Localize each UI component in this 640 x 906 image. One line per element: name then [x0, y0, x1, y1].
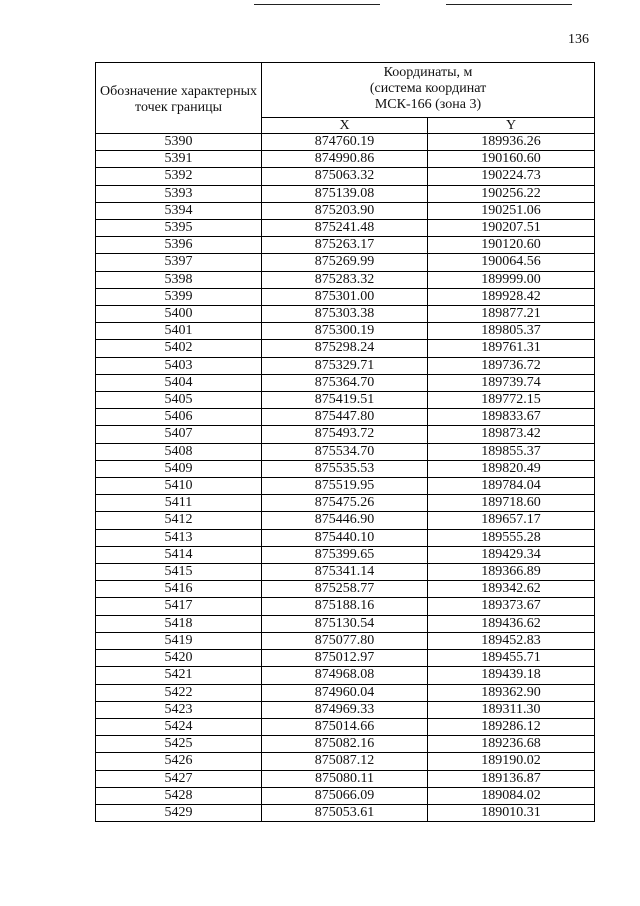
x-coordinate-cell: 875258.77	[262, 581, 428, 598]
y-coordinate-cell: 189084.02	[428, 787, 595, 804]
x-coordinate-cell: 875475.26	[262, 495, 428, 512]
point-id-cell: 5409	[96, 460, 262, 477]
table-row	[96, 684, 595, 701]
point-id-cell: 5408	[96, 443, 262, 460]
table-row	[96, 202, 595, 219]
top-rule-left	[254, 4, 380, 5]
top-rule-right	[446, 4, 572, 5]
x-coordinate-cell: 875066.09	[262, 787, 428, 804]
table-row	[96, 478, 595, 495]
y-coordinate-cell: 189877.21	[428, 306, 595, 323]
x-coordinate-cell: 875014.66	[262, 718, 428, 735]
y-coordinate-cell: 189772.15	[428, 392, 595, 409]
y-coordinate-cell: 189555.28	[428, 529, 595, 546]
x-coordinate-cell: 875303.38	[262, 306, 428, 323]
y-coordinate-cell: 189286.12	[428, 718, 595, 735]
point-id-cell: 5421	[96, 667, 262, 684]
table-row	[96, 392, 595, 409]
point-id-cell: 5405	[96, 392, 262, 409]
x-coordinate-cell: 875329.71	[262, 357, 428, 374]
table-row	[96, 546, 595, 563]
point-id-cell: 5420	[96, 650, 262, 667]
table-row	[96, 409, 595, 426]
table-row	[96, 615, 595, 632]
table-row	[96, 667, 595, 684]
point-id-cell: 5397	[96, 254, 262, 271]
y-coordinate-cell: 189136.87	[428, 770, 595, 787]
x-coordinate-cell: 875446.90	[262, 512, 428, 529]
y-coordinate-cell: 189429.34	[428, 546, 595, 563]
y-coordinate-cell: 190064.56	[428, 254, 595, 271]
point-id-cell: 5426	[96, 753, 262, 770]
y-coordinate-cell: 189855.37	[428, 443, 595, 460]
coordinates-header-line3: МСК-166 (зона 3)	[374, 97, 482, 112]
x-coordinate-cell: 874960.04	[262, 684, 428, 701]
y-coordinate-cell: 189190.02	[428, 753, 595, 770]
point-id-cell: 5419	[96, 632, 262, 649]
y-coordinate-cell: 189311.30	[428, 701, 595, 718]
table-row	[96, 306, 595, 323]
y-coordinate-cell: 189936.26	[428, 134, 595, 151]
x-coordinate-cell: 875077.80	[262, 632, 428, 649]
point-designation-header: Обозначение характерных точек границы	[96, 63, 262, 134]
table-row	[96, 254, 595, 271]
x-coordinate-cell: 875087.12	[262, 753, 428, 770]
table-row	[96, 374, 595, 391]
table-row	[96, 804, 595, 821]
table-row	[96, 323, 595, 340]
x-coordinate-cell: 875440.10	[262, 529, 428, 546]
y-coordinate-cell: 189373.67	[428, 598, 595, 615]
point-id-cell: 5399	[96, 288, 262, 305]
y-coordinate-cell: 189736.72	[428, 357, 595, 374]
point-id-cell: 5414	[96, 546, 262, 563]
x-coordinate-cell: 875341.14	[262, 564, 428, 581]
y-coordinate-cell: 189455.71	[428, 650, 595, 667]
coordinates-header	[262, 63, 595, 118]
x-coordinate-cell: 875130.54	[262, 615, 428, 632]
point-id-cell: 5394	[96, 202, 262, 219]
page-number: 136	[568, 32, 589, 47]
point-id-cell: 5427	[96, 770, 262, 787]
y-coordinate-cell: 190251.06	[428, 202, 595, 219]
coordinates-header-line1: Координаты, м	[383, 65, 473, 80]
y-coordinate-cell: 189452.83	[428, 632, 595, 649]
point-id-cell: 5412	[96, 512, 262, 529]
point-id-cell: 5411	[96, 495, 262, 512]
x-coordinate-cell: 875082.16	[262, 736, 428, 753]
point-id-cell: 5398	[96, 271, 262, 288]
point-id-cell: 5400	[96, 306, 262, 323]
point-id-cell: 5415	[96, 564, 262, 581]
point-id-cell: 5425	[96, 736, 262, 753]
point-id-cell: 5401	[96, 323, 262, 340]
y-coordinate-cell: 189784.04	[428, 478, 595, 495]
y-coordinate-cell: 189873.42	[428, 426, 595, 443]
y-coordinate-cell: 190224.73	[428, 168, 595, 185]
y-coordinate-cell: 189342.62	[428, 581, 595, 598]
y-coordinate-cell: 189928.42	[428, 288, 595, 305]
y-coordinate-cell: 189366.89	[428, 564, 595, 581]
table-row	[96, 426, 595, 443]
point-id-cell: 5391	[96, 151, 262, 168]
table-row	[96, 718, 595, 735]
point-id-cell: 5423	[96, 701, 262, 718]
table-row	[96, 753, 595, 770]
table-row	[96, 598, 595, 615]
table-row	[96, 220, 595, 237]
table-row	[96, 151, 595, 168]
table-row	[96, 495, 595, 512]
x-coordinate-cell: 875269.99	[262, 254, 428, 271]
y-coordinate-cell: 190120.60	[428, 237, 595, 254]
x-coordinate-cell: 874990.86	[262, 151, 428, 168]
y-coordinate-cell: 189439.18	[428, 667, 595, 684]
x-coordinate-cell: 875535.53	[262, 460, 428, 477]
x-coordinate-cell: 874968.08	[262, 667, 428, 684]
x-coordinate-cell: 875012.97	[262, 650, 428, 667]
table-row	[96, 443, 595, 460]
y-coordinate-cell: 189739.74	[428, 374, 595, 391]
table-row	[96, 237, 595, 254]
y-coordinate-cell: 189362.90	[428, 684, 595, 701]
x-coordinate-cell: 875300.19	[262, 323, 428, 340]
table-row	[96, 271, 595, 288]
table-row	[96, 632, 595, 649]
x-coordinate-cell: 875263.17	[262, 237, 428, 254]
coordinates-header-line2: (система координат	[369, 81, 487, 96]
point-id-cell: 5406	[96, 409, 262, 426]
x-coordinate-cell: 875364.70	[262, 374, 428, 391]
y-coordinate-cell: 190256.22	[428, 185, 595, 202]
x-coordinate-cell: 875447.80	[262, 409, 428, 426]
point-id-cell: 5429	[96, 804, 262, 821]
point-id-cell: 5395	[96, 220, 262, 237]
y-coordinate-cell: 190160.60	[428, 151, 595, 168]
x-coordinate-cell: 875283.32	[262, 271, 428, 288]
point-id-cell: 5407	[96, 426, 262, 443]
x-coordinate-cell: 875053.61	[262, 804, 428, 821]
x-coordinate-cell: 875301.00	[262, 288, 428, 305]
table-row	[96, 529, 595, 546]
x-coordinate-cell: 874969.33	[262, 701, 428, 718]
y-coordinate-cell: 189718.60	[428, 495, 595, 512]
table-row	[96, 787, 595, 804]
table-row	[96, 460, 595, 477]
x-coordinate-cell: 875139.08	[262, 185, 428, 202]
point-id-cell: 5416	[96, 581, 262, 598]
x-coordinate-cell: 875080.11	[262, 770, 428, 787]
point-id-cell: 5390	[96, 134, 262, 151]
table-row	[96, 512, 595, 529]
point-id-cell: 5396	[96, 237, 262, 254]
y-coordinate-cell: 189999.00	[428, 271, 595, 288]
x-coordinate-cell: 875241.48	[262, 220, 428, 237]
table-row	[96, 340, 595, 357]
point-id-cell: 5424	[96, 718, 262, 735]
y-column-header: Y	[428, 118, 595, 134]
y-coordinate-cell: 189805.37	[428, 323, 595, 340]
x-column-header: X	[262, 118, 428, 134]
y-coordinate-cell: 189436.62	[428, 615, 595, 632]
point-id-cell: 5422	[96, 684, 262, 701]
x-coordinate-cell: 875534.70	[262, 443, 428, 460]
point-id-cell: 5413	[96, 529, 262, 546]
point-id-cell: 5403	[96, 357, 262, 374]
x-coordinate-cell: 875298.24	[262, 340, 428, 357]
table-row	[96, 736, 595, 753]
x-coordinate-cell: 874760.19	[262, 134, 428, 151]
y-coordinate-cell: 189761.31	[428, 340, 595, 357]
table-row	[96, 564, 595, 581]
table-row	[96, 650, 595, 667]
table-row	[96, 357, 595, 374]
x-coordinate-cell: 875063.32	[262, 168, 428, 185]
table-row	[96, 185, 595, 202]
point-id-cell: 5418	[96, 615, 262, 632]
table-row	[96, 770, 595, 787]
table-row	[96, 701, 595, 718]
point-id-cell: 5410	[96, 478, 262, 495]
coordinates-table	[95, 62, 595, 822]
table-row	[96, 168, 595, 185]
y-coordinate-cell: 189833.67	[428, 409, 595, 426]
x-coordinate-cell: 875203.90	[262, 202, 428, 219]
point-id-cell: 5428	[96, 787, 262, 804]
point-id-cell: 5404	[96, 374, 262, 391]
y-coordinate-cell: 190207.51	[428, 220, 595, 237]
point-id-cell: 5392	[96, 168, 262, 185]
x-coordinate-cell: 875399.65	[262, 546, 428, 563]
x-coordinate-cell: 875419.51	[262, 392, 428, 409]
table-row	[96, 134, 595, 151]
point-id-cell: 5402	[96, 340, 262, 357]
x-coordinate-cell: 875188.16	[262, 598, 428, 615]
y-coordinate-cell: 189010.31	[428, 804, 595, 821]
y-coordinate-cell: 189657.17	[428, 512, 595, 529]
y-coordinate-cell: 189236.68	[428, 736, 595, 753]
point-id-cell: 5417	[96, 598, 262, 615]
table-body	[96, 134, 595, 822]
table-row	[96, 581, 595, 598]
x-coordinate-cell: 875519.95	[262, 478, 428, 495]
point-id-cell: 5393	[96, 185, 262, 202]
y-coordinate-cell: 189820.49	[428, 460, 595, 477]
table-row	[96, 288, 595, 305]
x-coordinate-cell: 875493.72	[262, 426, 428, 443]
